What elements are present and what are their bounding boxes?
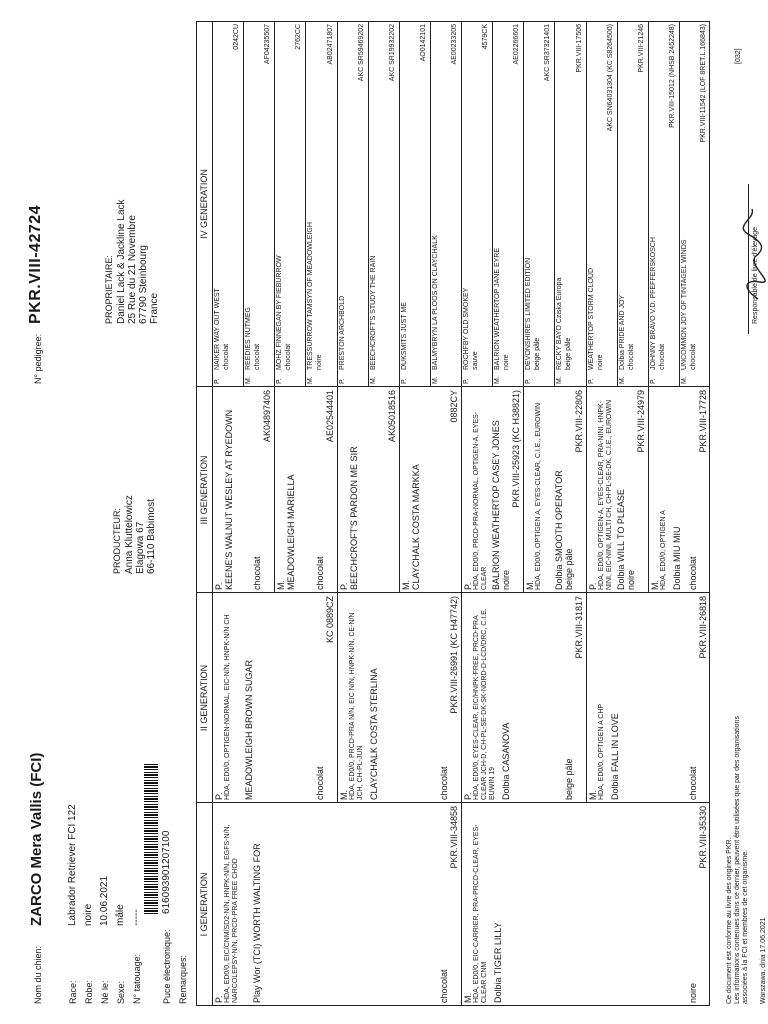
ancestor-cell — [463, 806, 709, 1003]
ancestor-role: P. — [214, 582, 224, 590]
footer-note-line-3: associées à la FCI et membres de cet organisme. — [742, 849, 749, 1004]
ancestor-reg: AKC SN64031304 (KC S8264500) — [606, 24, 614, 132]
chip-label: Puce électronique: — [162, 929, 172, 1004]
pedigree-number: PKR.VIII-42724 — [27, 204, 44, 324]
row-divider-gen3-3 — [399, 387, 400, 593]
ancestor-name: CLAYCHALK COSTA MARKKA — [410, 464, 421, 590]
ancestor-cell — [214, 24, 242, 384]
ancestor-role: M. — [680, 376, 688, 384]
ancestor-cell — [650, 24, 678, 384]
ancestor-role: P. — [214, 378, 221, 384]
name-label: Nom du chien: — [33, 945, 43, 1004]
row-divider-gen4-10 — [523, 21, 524, 387]
ancestor-cell — [214, 390, 273, 590]
ancestor-color: chocolat — [314, 766, 325, 800]
producer-label: PRODUCTEUR: — [112, 507, 122, 574]
ancestor-reg: 0882CY — [449, 390, 459, 423]
place-date: Warszawa, dnia 17.06.2021 — [760, 917, 767, 1004]
ancestor-role: M. — [245, 376, 253, 384]
ancestor-role: M. — [649, 580, 660, 590]
ancestor-role: M. — [369, 376, 377, 384]
ancestor-role: M. — [556, 376, 564, 384]
ancestor-name: BALRION WEATHERTOP CASEY JONES — [491, 420, 502, 590]
ancestor-reg: PKR.VIII-35330 — [698, 806, 708, 869]
ancestor-cell — [588, 596, 710, 800]
ancestor-reg: PKR.VIII-11542 (LOF 8RET.L.166843) — [700, 24, 707, 143]
ancestor-color: chocolat — [439, 969, 449, 1003]
sex-label: Sexe: — [116, 980, 126, 1004]
ancestor-color: chocolat — [439, 766, 449, 800]
column-divider-1 — [196, 802, 710, 803]
row-divider-gen3-6 — [586, 387, 587, 593]
ancestor-color: noire — [625, 569, 636, 590]
ancestor-cell — [339, 24, 367, 384]
ancestor-name: BALRION WEATHERTOP JANE EYRE — [494, 247, 502, 370]
ancestor-role: M. — [400, 580, 411, 590]
ancestor-cell — [339, 390, 398, 590]
ancestor-reg: 2762CC — [295, 24, 303, 50]
owner-line-2: 25 Rue du 21 Novembre — [127, 215, 138, 324]
owner-label: PROPRIETAIRE: — [104, 255, 114, 324]
page-code: [032] — [735, 48, 742, 64]
row-divider-gen4-15 — [679, 21, 680, 387]
ancestor-reg: PKR.VIII-22806 — [573, 390, 584, 453]
ancestor-role: M. — [307, 376, 315, 384]
ancestor-cell — [401, 24, 429, 384]
ancestor-reg: AK05018516 — [386, 390, 397, 443]
ancestor-cell — [619, 24, 647, 384]
ancestor-color: sauve — [472, 351, 479, 370]
row-divider-gen4-6 — [399, 21, 400, 387]
row-divider-gen3-1 — [274, 387, 275, 593]
ancestor-cell — [214, 806, 460, 1003]
ancestor-cell — [463, 390, 522, 590]
ancestor-health: HDA, ED0/0, EYES-CLEAR, EIC/HNPK-FREE, PRCD-PRA CLEAR JCH-D, CH-PL-SE-DK-SK-NORD-D-LCD/DRC, C.I.E. EUWIN 19 — [473, 608, 496, 800]
producer-line-1: Anna Kluttelowicz — [124, 495, 135, 574]
ancestor-role: M. — [494, 376, 502, 384]
column-divider-2 — [196, 592, 710, 593]
ancestor-name: KEENE'S WALNUT WESLEY AT RYEDOWN — [224, 409, 234, 590]
ancestor-reg: AF04235507 — [264, 24, 272, 65]
ancestor-color: chocolat — [627, 343, 635, 370]
column-header-3: III GENERATION — [199, 455, 209, 525]
ancestor-name: RECKY BAYO Cziska Europa — [556, 277, 564, 370]
ancestor-name: MEADOWLEIGH MARIELLA — [286, 474, 297, 590]
row-divider-gen2-3 — [586, 593, 587, 803]
signature-label: Responsable de livre d'élevage — [752, 226, 759, 324]
row-divider-gen3-7 — [648, 387, 649, 593]
ancestor-health: HDA, ED0/0, OPTIGEN A, EYES-CLEAR, C.I.E., EUROWIN — [535, 402, 543, 590]
ancestor-name: DUKSMITS JUST ME — [400, 302, 408, 370]
column-header-1: I GENERATION — [199, 872, 209, 937]
chip-value: 616093901207100 — [161, 830, 172, 914]
row-divider-gen4-12 — [586, 21, 587, 387]
ancestor-name: WEATHERTOP STORM CLOUD — [587, 267, 595, 370]
ancestor-role: M. — [618, 376, 626, 384]
ancestor-name: Play Wor (TCI) WORTH WALTING FOR — [252, 843, 262, 1003]
ancestor-role: P. — [587, 378, 595, 384]
ancestor-role: P. — [338, 582, 349, 590]
ancestor-health: HDA, ED0/0, EIC-CARRIER, PRA-PRCD-CLEAR, EYES-CLEAR CNM — [473, 824, 488, 1003]
ancestor-color: chocolat — [688, 556, 698, 590]
ancestor-color: beige pâle — [565, 337, 573, 370]
ancestor-name: JOHNNY BRAVO V.D. PFEFFERSKOSCH — [649, 237, 657, 370]
ancestor-cell — [525, 390, 584, 590]
row-divider-gen3-2 — [337, 387, 338, 593]
ancestor-name: Dolbia SMOOTH OPERATOR — [553, 470, 564, 590]
producer-line-3: 66-110 Babimost — [146, 499, 157, 574]
ancestor-color: noire — [501, 569, 512, 590]
ancestor-reg: 4579CK — [482, 24, 490, 50]
ancestor-reg: AB02471807 — [326, 24, 334, 65]
race-label: Race: — [68, 980, 78, 1004]
ancestor-role: M. — [431, 376, 439, 384]
ancestor-reg: PKR.VIII-25923 (KC H38821) — [511, 390, 522, 508]
row-divider-gen4-4 — [337, 21, 338, 387]
ancestor-color: chocolat — [285, 343, 293, 370]
row-divider-gen2-2 — [461, 593, 462, 803]
remarks-label: Remarques: — [178, 954, 188, 1004]
ancestor-reg: PKR.VIII-21246 — [637, 24, 645, 73]
ancestor-cell — [401, 390, 460, 590]
ancestor-role: M. — [463, 993, 473, 1003]
owner-line-3: 67790 Steinbourg — [138, 245, 149, 324]
ancestor-role: P. — [587, 582, 598, 590]
ancestor-color: chocolat — [658, 343, 666, 370]
ancestor-name: Dolbia MIU MIU — [671, 526, 682, 590]
ancestor-health: HDA, ED0/0, OPTIGEN-NORMAL, EIC-N/N, HNPK-N/N CH — [224, 614, 231, 800]
ancestor-health: HDA, ED0/0, EIC/CNM/SD2-N/N, HNPK-N/N, EGFS-N/N, NARCOLEPSY-N/N, PRCD-PRA FREE CHOD — [224, 824, 239, 1003]
ancestor-name: DEVONSHIRE'S LIMITED EDITION — [525, 257, 533, 370]
ancestor-cell — [245, 24, 273, 384]
ancestor-color: chocolat — [254, 343, 262, 370]
row-divider-gen2-1 — [337, 593, 338, 803]
ancestor-name: UNCOMMON JOY OF TINTAGEL WINDS — [680, 239, 688, 370]
ancestor-cell — [556, 24, 584, 384]
ancestor-reg: AE00233205 — [451, 24, 458, 65]
ancestor-name: BEECHCROFT'S STUDY THE RAIN — [369, 255, 377, 370]
ancestor-reg: PKR.VIII-26818 — [698, 596, 708, 659]
row-divider-gen4-14 — [648, 21, 649, 387]
row-divider-gen4-1 — [243, 21, 244, 387]
ancestor-health: HDA, ED0/0, OPTIGEN-A, EYES-CLEAR, PRA-NINI, HNPK-NINI, EIC-NINI, MULTI CH, CH-PL-SE-DK, C.I.E., EUROWIN — [597, 399, 613, 590]
ancestor-name: ROCHFBY OLD SMOKEY — [463, 287, 470, 370]
row-divider-gen3-5 — [523, 387, 524, 593]
ancestor-health: HDA, ED0/0, PRCD-PRA-NORMAL, OPTIGEN-A, EYES-CLEAR — [473, 411, 488, 590]
footer-note — [726, 524, 750, 1004]
ancestor-name: PRESTON ARCHBOLD — [338, 295, 346, 370]
ancestor-cell — [276, 390, 335, 590]
ancestor-color: beige pâle — [563, 758, 574, 800]
ancestor-reg: AKC SR59469202 — [357, 24, 365, 82]
row-divider-gen4-13 — [617, 21, 618, 387]
ancestor-role: P. — [214, 995, 224, 1003]
ancestor-reg: KC 0889CZ — [324, 596, 335, 644]
born-value: 10.06.2021 — [99, 875, 110, 926]
ancestor-name: Dolbia CASANOVA — [501, 722, 511, 800]
robe-label: Robe: — [84, 979, 94, 1004]
ancestor-cell — [494, 24, 522, 384]
ancestor-color: chocolat — [689, 343, 697, 370]
ancestor-color: chocolat — [688, 766, 698, 800]
ancestor-cell — [525, 24, 553, 384]
row-divider-gen4-11 — [554, 21, 555, 387]
ancestor-health: HDA, ED0/0, OPTIGEN A CHP — [597, 703, 605, 800]
ancestor-reg: PKR.VIII-31817 — [573, 596, 584, 659]
column-header-2: II GENERATION — [199, 664, 209, 732]
ancestor-role: P. — [463, 792, 473, 800]
ancestor-name: MEADOWLEIGH BROWN SUGAR — [244, 659, 254, 800]
ancestor-reg: AKC SR37321401 — [544, 24, 552, 82]
sex-value: mâle — [115, 904, 126, 926]
column-header-4: IV GENERATION — [199, 169, 209, 239]
ancestor-cell — [276, 24, 304, 384]
ancestor-color: beige pâle — [534, 337, 542, 370]
chip-barcode — [144, 764, 158, 914]
ancestor-color: chocolat — [252, 556, 263, 590]
ancestor-reg: PKR.VIII-15012 (NHSB 2452248) — [668, 24, 676, 128]
ancestor-reg: PKR.VIII-17506 — [575, 24, 583, 73]
ancestor-role: P. — [400, 378, 408, 384]
ancestor-health: HDA, ED0/0, OPTIGEN A — [659, 510, 667, 590]
ancestor-reg: AK04897406 — [262, 390, 273, 443]
ancestor-cell — [307, 24, 335, 384]
footer-note-line-1: Ce document est conforme au livre des origines PKR. — [726, 837, 733, 1004]
ancestor-color: noire — [688, 982, 698, 1003]
race-value: Labrador Retriever FCI 122 — [67, 804, 78, 926]
pedigree-label: N° pedigree: — [33, 333, 43, 384]
ancestor-role: P. — [463, 378, 470, 384]
ancestor-reg: AO0142101 — [419, 24, 427, 62]
ancestor-name: BALMYBRYN LA PLOOS ON CLAYCHALK — [431, 235, 439, 370]
ancestor-cell — [681, 24, 709, 384]
footer-note-line-2: Les informations contenues dans ce dernier, peuvent être utilisées que par des organisations — [734, 716, 741, 1004]
ancestor-name: MOHZ FINNEGAN BY FIEBURROW — [276, 255, 284, 370]
ancestor-color: beige pâle — [563, 548, 574, 590]
row-divider-gen4-8 — [461, 21, 462, 387]
ancestor-color: chocolat — [314, 556, 325, 590]
ancestor-reg: PKR.VIII-26991 (KC H47742) — [449, 596, 459, 714]
row-divider-gen1-1 — [461, 803, 462, 1006]
ancestor-name: CLAYCHALK COSTA STERLINA — [368, 668, 379, 800]
ancestor-reg: AE02266601 — [513, 24, 521, 65]
ancestor-role: M. — [525, 580, 536, 590]
robe-value: noire — [83, 903, 94, 926]
ancestor-cell — [463, 596, 585, 800]
ancestor-color: noire — [503, 354, 511, 370]
ancestor-reg: 0242CU — [233, 24, 241, 50]
ancestor-role: P. — [338, 378, 346, 384]
ancestor-reg: PKR.VIII-17728 — [698, 390, 708, 453]
signature-line — [748, 184, 749, 334]
header-divider — [212, 21, 213, 1006]
ancestor-reg: PKR.VIII-34858 — [449, 806, 459, 869]
ancestor-reg: AE02544401 — [324, 390, 335, 443]
ancestor-cell — [432, 24, 460, 384]
ancestor-color: chocolat — [223, 343, 230, 370]
pedigree-table — [196, 21, 710, 1006]
ancestor-cell — [339, 596, 461, 800]
row-divider-gen4-3 — [305, 21, 306, 387]
tattoo-label: N° tatouage: — [132, 953, 142, 1004]
ancestor-cell — [463, 24, 491, 384]
dog-name: ZARCO Mera Vallis (FCI) — [28, 752, 45, 926]
ancestor-health: HDA, ED0/0, PRCD-PRA N/N, EIC N/N, HNPK-N/N, CE-N/N JCH, CH-PL-JUN — [348, 612, 364, 800]
ancestor-role: P. — [214, 792, 224, 800]
ancestor-name: Dolbia WILL TO PLEASE — [615, 489, 626, 590]
row-divider-gen4-2 — [274, 21, 275, 387]
ancestor-name: Dolbia FALL IN LOVE — [609, 713, 620, 800]
ancestor-name: TRESSURROW TAMSYN OF MEADOWLEIGH — [307, 222, 315, 370]
ancestor-role: M. — [587, 790, 598, 800]
ancestor-cell — [214, 596, 336, 800]
ancestor-role: M. — [276, 580, 287, 590]
ancestor-role: P. — [463, 582, 473, 590]
ancestor-role: P. — [525, 378, 533, 384]
ancestor-cell — [588, 24, 616, 384]
row-divider-gen3-4 — [461, 387, 462, 593]
ancestor-cell — [588, 390, 647, 590]
row-divider-gen4-5 — [368, 21, 369, 387]
owner-line-4: France — [149, 292, 160, 324]
owner-line-1: Daniel Lack & Jackline Lack — [116, 199, 127, 324]
ancestor-role: P. — [649, 378, 657, 384]
row-divider-gen4-7 — [430, 21, 431, 387]
born-label: Né le: — [100, 980, 110, 1004]
ancestor-reg: AKC SR19932202 — [388, 24, 396, 82]
ancestor-name: Dolbia TIGER LILLY — [493, 922, 503, 1003]
ancestor-cell — [650, 390, 709, 590]
ancestor-name: Dolbia PRIDE AND JOY — [618, 294, 626, 370]
row-divider-gen4-9 — [492, 21, 493, 387]
ancestor-cell — [370, 24, 398, 384]
tattoo-value: ----- — [131, 909, 142, 926]
producer-line-2: Elagowa 67 — [135, 521, 146, 574]
ancestor-color: noire — [596, 354, 604, 370]
column-divider-3 — [196, 386, 710, 387]
ancestor-color: noire — [316, 354, 324, 370]
ancestor-role: M. — [338, 790, 349, 800]
ancestor-reg: PKR.VIII-24979 — [635, 390, 646, 453]
ancestor-name: BEECHCROFT'S PARDON ME SIR — [348, 446, 359, 590]
ancestor-role: P. — [276, 378, 284, 384]
ancestor-name: NAIKER WAY OUT WEST — [214, 288, 221, 370]
ancestor-name: REEDIES NUTMEG — [245, 306, 253, 370]
